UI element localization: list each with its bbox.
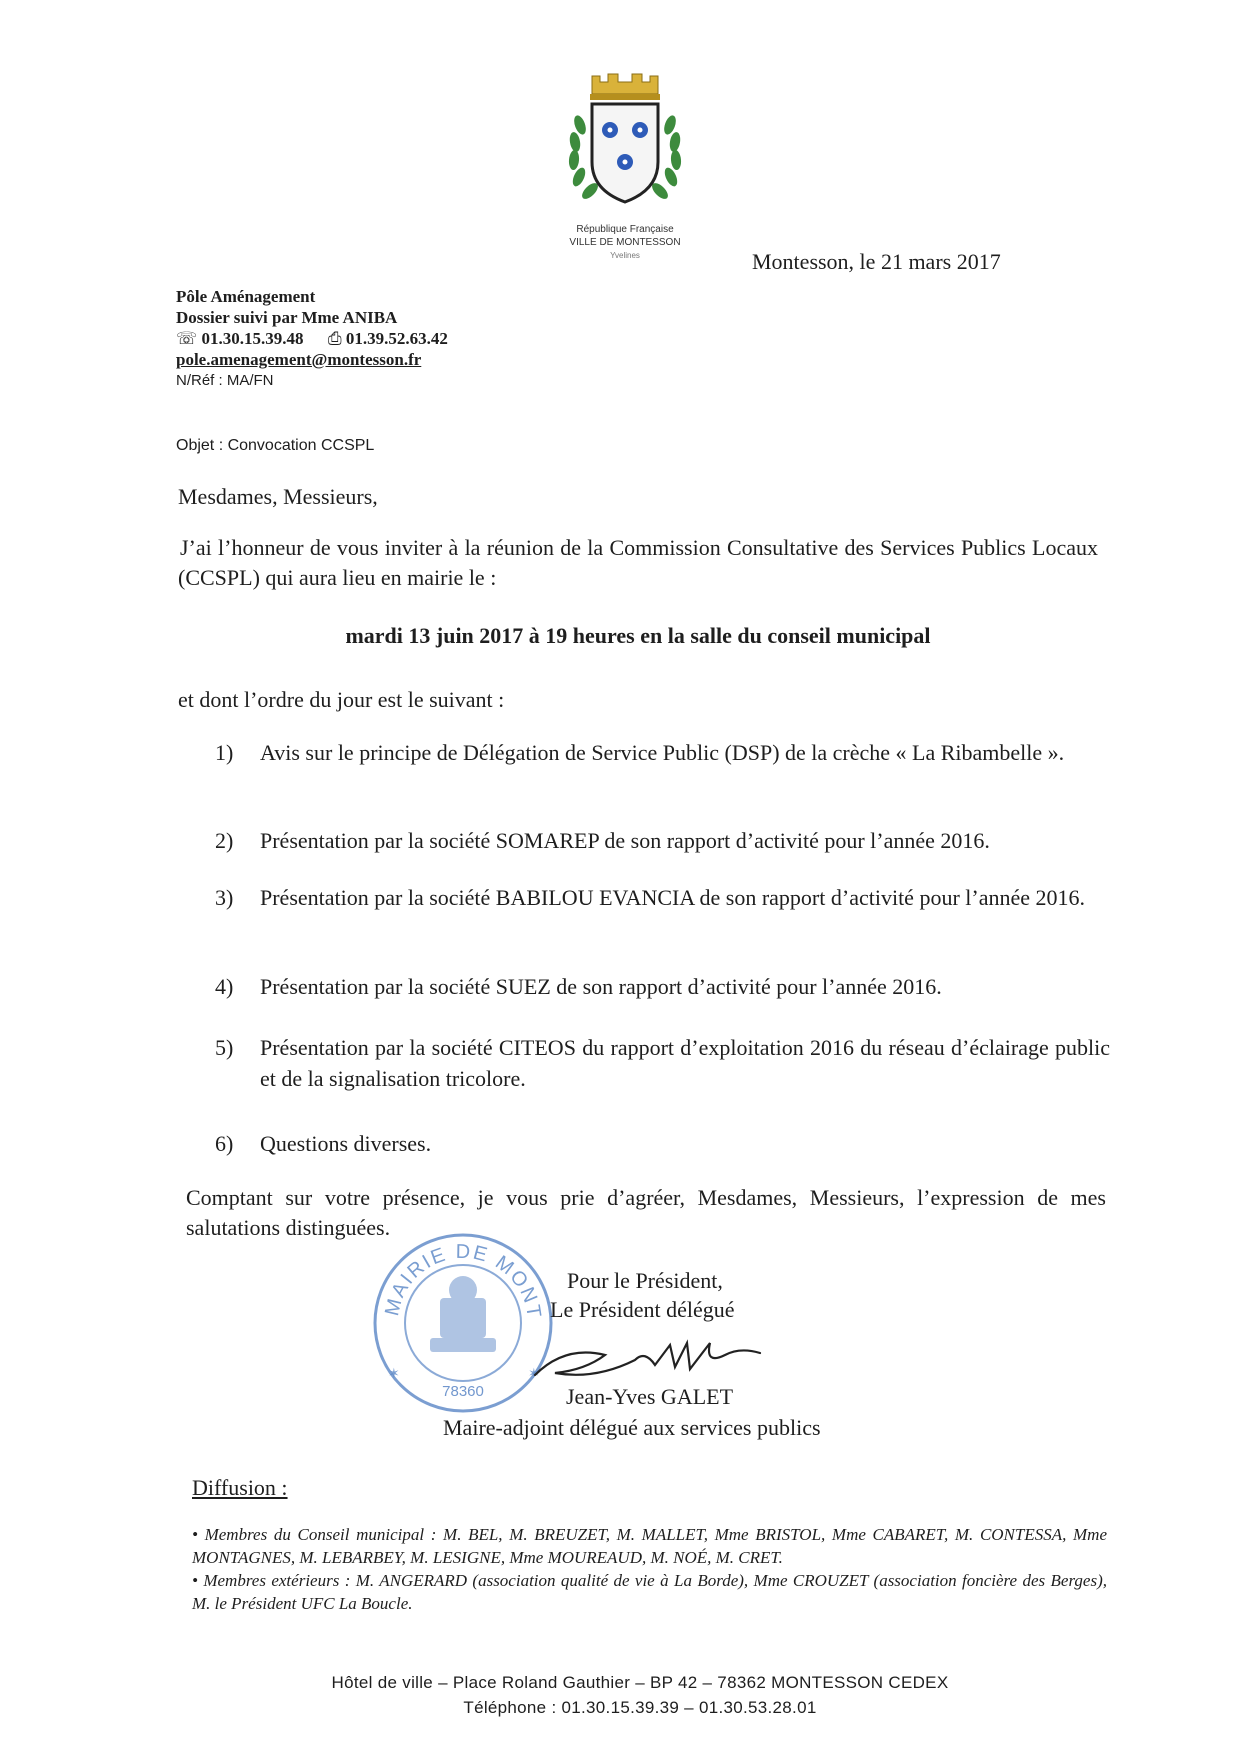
letter-date: Montesson, le 21 mars 2017: [752, 249, 1001, 274]
footer-address: Hôtel de ville – Place Roland Gauthier – BP 42 – 78362 MONTESSON CEDEX: [331, 1673, 949, 1692]
sender-block: [176, 286, 596, 391]
sender-contact-line: [176, 328, 596, 349]
sender-phone: 01.30.15.39.48: [201, 329, 304, 348]
signatory-name: Jean-Yves GALET: [566, 1384, 734, 1409]
agenda-item-number: 5): [215, 1035, 234, 1060]
coat-of-arms-logo: [560, 70, 690, 220]
sender-dossier: Dossier suivi par Mme ANIBA: [176, 308, 398, 327]
agenda-item-number: 4): [215, 974, 234, 999]
fax-icon: ⎙: [328, 329, 342, 348]
signature-line1: Pour le Président,: [567, 1268, 723, 1293]
stamp-postcode: 78360: [442, 1383, 484, 1400]
agenda-intro: et dont l’ordre du jour est le suivant :: [178, 687, 505, 712]
stamp-ring-text: MAIRIE DE MONT: [381, 1240, 546, 1321]
sender-reference: N/Réf : MA/FN: [176, 372, 274, 389]
agenda-item-number: 6): [215, 1131, 234, 1156]
signatory-title: Maire-adjoint délégué aux services publics: [443, 1415, 821, 1440]
agenda-item-text: Présentation par la société BABILOU EVANCIA de son rapport d’activité pour l’année 2016.: [260, 885, 1085, 910]
intro-paragraph: J’ai l’honneur de vous inviter à la réunion de la Commission Consultative des Services Publics Locaux (CCSPL) qui aura lieu en mairie le :: [178, 535, 1098, 590]
agenda-item-text: Questions diverses.: [260, 1131, 432, 1156]
diffusion-item: • Membres extérieurs : M. ANGERARD (association qualité de vie à La Borde), Mme CROUZET (association foncière des Berges), M. le Président UFC La Boucle.: [192, 1571, 1107, 1613]
signature-line2: Le Président délégué: [550, 1297, 735, 1322]
letter-subject: Objet : Convocation CCSPL: [176, 437, 375, 454]
agenda-item-number: 3): [215, 885, 234, 910]
agenda-item-number: 1): [215, 740, 234, 765]
agenda-item-text: Présentation par la société CITEOS du rapport d’exploitation 2016 du réseau d’éclairage public et de la signalisation tricolore.: [260, 1035, 1110, 1091]
svg-text:✶: ✶: [528, 1367, 540, 1382]
telephone-icon: ☏: [176, 329, 198, 348]
agenda-item-text: Avis sur le principe de Délégation de Service Public (DSP) de la crèche « La Ribambelle ».: [260, 740, 1065, 765]
crest-department-text: Yvelines: [610, 251, 640, 260]
footer-phone: Téléphone : 01.30.15.39.39 – 01.30.53.28.01: [463, 1698, 817, 1717]
svg-text:✶: ✶: [388, 1367, 400, 1382]
sender-email-link[interactable]: pole.amenagement@montesson.fr: [176, 350, 422, 369]
diffusion-heading: Diffusion :: [192, 1475, 288, 1500]
agenda-item-number: 2): [215, 828, 234, 853]
diffusion-item: • Membres du Conseil municipal : M. BEL, M. BREUZET, M. MALLET, Mme BRISTOL, Mme CABARET, M. CONTESSA, Mme MONTAGNES, M. LEBARBEY, M. LESIGNE, Mme MOUREAUD, M. NOÉ, M. CRET.: [192, 1525, 1107, 1567]
meeting-details: mardi 13 juin 2017 à 19 heures en la salle du conseil municipal: [345, 623, 931, 648]
closing-paragraph: Comptant sur votre présence, je vous prie d’agréer, Mesdames, Messieurs, l’expression de mes salutations distinguées.: [186, 1185, 1106, 1240]
sender-department: Pôle Aménagement: [176, 287, 316, 306]
page-footer: [220, 1670, 1060, 1720]
agenda-item-text: Présentation par la société SOMAREP de son rapport d’activité pour l’année 2016.: [260, 828, 990, 853]
sender-fax: 01.39.52.63.42: [345, 329, 448, 348]
agenda-item-text: Présentation par la société SUEZ de son rapport d’activité pour l’année 2016.: [260, 974, 942, 999]
salutation: Mesdames, Messieurs,: [178, 484, 378, 509]
crest-town-text: VILLE DE MONTESSON: [569, 237, 681, 248]
crest-republic-text: République Française: [576, 224, 674, 235]
diffusion-list: [192, 1523, 1107, 1615]
